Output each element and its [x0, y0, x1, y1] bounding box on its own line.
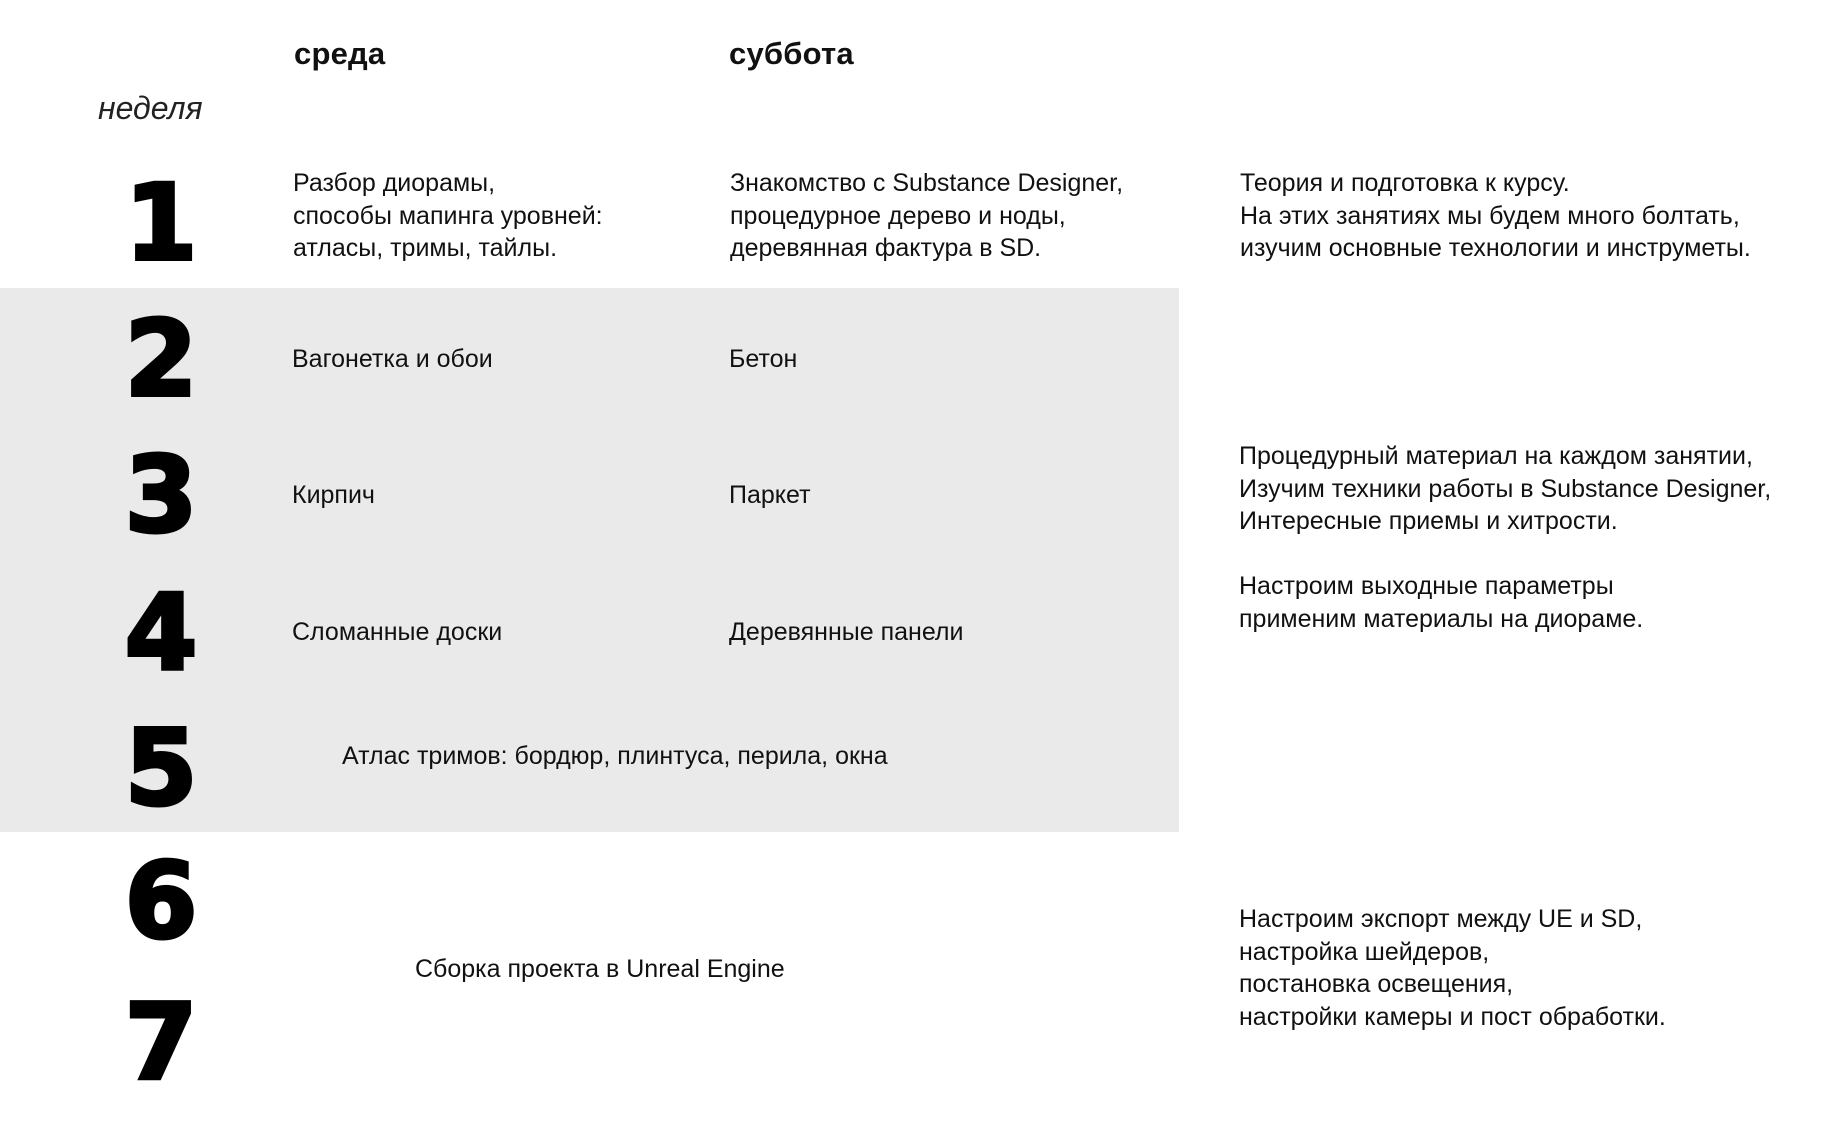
week-number-5: 5 [124, 707, 196, 829]
header-wednesday: среда [294, 36, 386, 71]
note-weeks-6-7: Настроим экспорт между UE и SD, настройка шейдеров, постановка освещения, настройки камеры и пост обработки. [1239, 905, 1666, 1031]
week-number-6: 6 [124, 840, 196, 962]
week-2-wednesday: Вагонетка и обои [292, 345, 493, 373]
weeks-6-7-combined: Сборка проекта в Unreal Engine [415, 955, 785, 983]
week-4-wednesday: Сломанные доски [292, 618, 503, 646]
note-week-1: Теория и подготовка к курсу. На этих занятиях мы будем много болтать, изучим основные технологии и инструметы. [1240, 169, 1751, 262]
header-saturday: суббота [729, 36, 854, 71]
week-5-combined: Атлас тримов: бордюр, плинтуса, перила, окна [342, 742, 888, 770]
header-week: неделя [98, 90, 203, 126]
week-2-saturday: Бетон [729, 345, 798, 373]
week-number-7: 7 [124, 981, 196, 1103]
week-number-3: 3 [124, 434, 196, 556]
week-1-wednesday: Разбор диорамы, способы мапинга уровней: атласы, тримы, тайлы. [293, 169, 603, 262]
week-number-4: 4 [124, 572, 196, 694]
week-4-saturday: Деревянные панели [729, 618, 964, 646]
week-3-wednesday: Кирпич [292, 481, 375, 509]
week-number-2: 2 [124, 298, 196, 420]
week-3-saturday: Паркет [729, 481, 811, 509]
note-weeks-2-5: Процедурный материал на каждом занятии, Изучим техники работы в Substance Designer, Интересные приемы и хитрости. Настроим выходные параметры применим материалы на диораме. [1239, 442, 1772, 633]
week-1-saturday: Знакомство с Substance Designer, процедурное дерево и ноды, деревянная фактура в SD. [730, 169, 1124, 262]
week-number-1: 1 [124, 162, 196, 284]
